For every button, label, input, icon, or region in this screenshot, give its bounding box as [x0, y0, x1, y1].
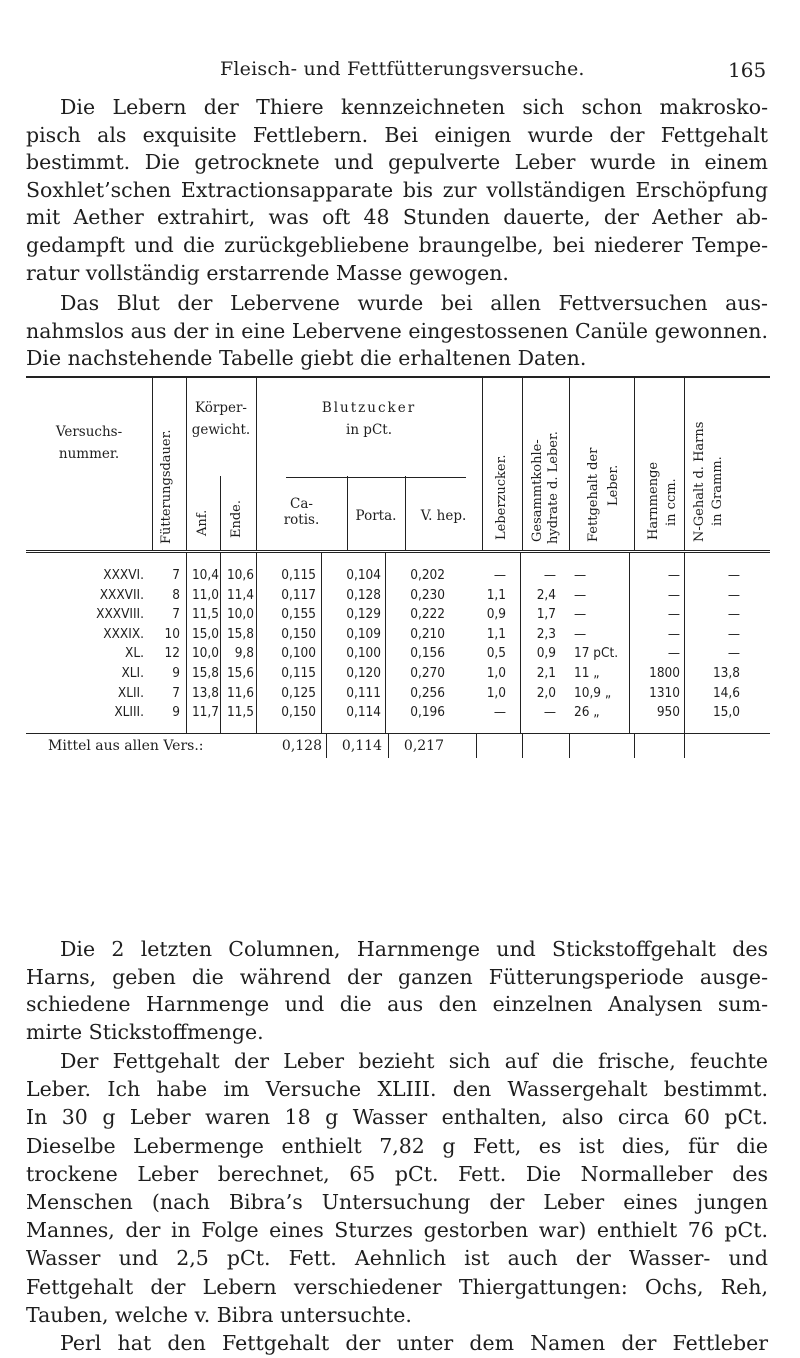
cell-leberzucker: 0,9	[486, 606, 506, 623]
cell-harnmenge: 1800	[649, 665, 680, 681]
header-ende: Ende.	[229, 499, 244, 538]
cell-porta: 0,109	[346, 625, 381, 642]
cell-porta: 0,120	[346, 665, 381, 681]
cell-carotis: 0,150	[281, 704, 316, 721]
cell-porta: 0,128	[346, 586, 381, 603]
cell-leberzucker: —	[493, 567, 506, 583]
cell-ende: 11,5	[226, 704, 254, 721]
mean-label: Mittel aus allen Vers.:	[48, 738, 204, 754]
cell-versuch: XL.	[125, 645, 144, 662]
cell-dauer: 7	[172, 606, 180, 623]
cell-ende: 10,0	[226, 606, 254, 623]
cell-n-gehalt: 15,0	[712, 704, 740, 721]
table-row	[26, 606, 770, 622]
text-line: In 30 g Leber waren 18 g Wasser enthalten, also circa 60 pCt.	[26, 1105, 768, 1130]
text-line: Tauben, welche v. Bibra untersuchte.	[26, 1302, 412, 1327]
cell-leberzucker: 0,5	[486, 645, 506, 662]
cell-anf: 13,8	[191, 684, 219, 701]
cell-fettgehalt: 17 pCt.	[574, 645, 619, 662]
cell-n-gehalt: —	[727, 567, 740, 583]
cell-porta: 0,100	[346, 645, 381, 662]
cell-ende: 10,6	[226, 567, 254, 583]
cell-vhep: 0,230	[410, 586, 445, 603]
cell-vhep: 0,270	[410, 665, 445, 681]
table-row	[26, 645, 770, 661]
text-line: pisch als exquisite Fettlebern. Bei einigen wurde der Fettgehalt	[26, 122, 768, 147]
mean-carotis: 0,128	[281, 738, 322, 754]
cell-dauer: 8	[172, 586, 180, 603]
cell-n-gehalt: —	[727, 606, 740, 623]
header-harnmenge-2: in ccm.	[664, 478, 679, 526]
table-row	[26, 587, 770, 603]
cell-anf: 11,0	[191, 586, 219, 603]
cell-leberzucker: —	[493, 704, 506, 721]
cell-versuch: XLIII.	[114, 704, 144, 721]
cell-versuch: XLI.	[121, 665, 144, 681]
cell-ende: 15,6	[226, 665, 254, 681]
cell-anf: 15,8	[191, 665, 219, 681]
cell-harnmenge: —	[667, 586, 680, 603]
header-fuetterungsdauer: Fütterungsdauer.	[159, 429, 174, 544]
text-line: schiedene Harnmenge und die aus den einzelnen Analysen sum-	[26, 992, 768, 1017]
cell-versuch: XXXVII.	[99, 586, 144, 603]
cell-vhep: 0,202	[410, 567, 445, 583]
paragraph-last-columns	[26, 936, 768, 1046]
text-line: Leber. Ich habe im Versuche XLIII. den Wassergehalt bestimmt.	[26, 1077, 768, 1102]
cell-kohlehydrate: 2,4	[536, 586, 556, 603]
text-line: nahmslos aus der in eine Lebervene eingestossenen Canüle gewonnen.	[26, 318, 768, 343]
cell-fettgehalt: —	[574, 567, 587, 583]
mean-vhep: 0,217	[403, 738, 444, 754]
cell-n-gehalt: 13,8	[712, 665, 740, 681]
cell-leberzucker: 1,0	[486, 684, 506, 701]
text-line: Die nachstehende Tabelle giebt die erhaltenen Daten.	[26, 346, 587, 371]
cell-dauer: 9	[172, 665, 180, 681]
table-row	[26, 704, 770, 720]
cell-leberzucker: 1,1	[486, 625, 506, 642]
cell-n-gehalt: 14,6	[712, 684, 740, 701]
running-header	[0, 58, 800, 88]
cell-carotis: 0,115	[281, 665, 316, 681]
cell-kohlehydrate: 1,7	[536, 606, 556, 623]
text-line: mirte Stickstoffmenge.	[26, 1019, 264, 1044]
header-blutzucker: Blutzucker in pCt.	[321, 400, 417, 438]
header-n-gehalt-2: in Gramm.	[710, 456, 725, 526]
cell-carotis: 0,115	[281, 567, 316, 583]
cell-fettgehalt: 10,9 „	[574, 684, 612, 701]
text-line: Die Lebern der Thiere kennzeichneten sich schon makrosko-	[60, 95, 768, 119]
cell-dauer: 12	[164, 645, 180, 662]
cell-leberzucker: 1,1	[486, 586, 506, 603]
cell-carotis: 0,117	[281, 586, 316, 603]
table-row	[26, 626, 770, 642]
header-gesammtkohlehydrate-2: hydrate d. Leber.	[546, 431, 561, 544]
cell-kohlehydrate: 0,9	[536, 645, 556, 662]
paragraph-liver-description	[26, 94, 768, 287]
cell-anf: 11,5	[191, 606, 219, 623]
cell-carotis: 0,150	[281, 625, 316, 642]
header-versuchs: Versuchs- nummer.	[55, 424, 123, 462]
mean-porta: 0,114	[341, 738, 382, 754]
cell-fettgehalt: 11 „	[574, 665, 600, 681]
text-line: Das Blut der Lebervene wurde bei allen Fettversuchen aus-	[60, 291, 768, 315]
cell-harnmenge: —	[667, 625, 680, 642]
cell-anf: 11,7	[191, 704, 219, 721]
cell-harnmenge: —	[667, 645, 680, 662]
cell-dauer: 9	[172, 704, 180, 721]
header-vhep: V. hep.	[420, 508, 467, 524]
cell-fettgehalt: —	[574, 625, 587, 642]
header-gesammtkohlehydrate-1: Gesammtkohle-	[530, 439, 545, 542]
cell-carotis: 0,155	[281, 606, 316, 623]
table-row	[26, 567, 770, 583]
text-line: Dieselbe Lebermenge enthielt 7,82 g Fett, es ist dies, für die	[26, 1133, 768, 1158]
text-line: Harns, geben die während der ganzen Fütterungsperiode ausge-	[26, 964, 768, 989]
cell-porta: 0,104	[346, 567, 381, 583]
page-number: 165	[728, 58, 767, 82]
cell-porta: 0,129	[346, 606, 381, 623]
cell-vhep: 0,222	[410, 606, 445, 623]
header-anf: Anf.	[195, 509, 210, 536]
cell-kohlehydrate: 2,1	[536, 665, 556, 681]
cell-ende: 15,8	[226, 625, 254, 642]
cell-carotis: 0,125	[281, 684, 316, 701]
text-line: Der Fettgehalt der Leber bezieht sich auf die frische, feuchte	[60, 1049, 768, 1073]
header-porta: Porta.	[355, 508, 397, 524]
paragraph-fat-content	[26, 1048, 768, 1358]
text-line: trockene Leber berechnet, 65 pCt. Fett. Die Normalleber des	[26, 1161, 768, 1186]
text-line: Fettgehalt der Lebern verschiedener Thiergattungen: Ochs, Reh,	[26, 1274, 768, 1299]
cell-n-gehalt: —	[727, 625, 740, 642]
header-n-gehalt-1: N-Gehalt d. Harns	[692, 421, 707, 542]
text-line: Perl hat den Fettgehalt der unter dem Namen der Fettleber	[60, 1330, 768, 1355]
text-line: Die 2 letzten Columnen, Harnmenge und Stickstoffgehalt des	[60, 937, 768, 961]
cell-dauer: 7	[172, 567, 180, 583]
cell-ende: 11,6	[226, 684, 254, 701]
text-line: bestimmt. Die getrocknete und gepulverte Leber wurde in einem	[26, 150, 768, 175]
cell-n-gehalt: —	[727, 586, 740, 603]
cell-leberzucker: 1,0	[486, 665, 506, 681]
cell-anf: 15,0	[191, 625, 219, 642]
cell-versuch: XXXIX.	[103, 625, 144, 642]
header-carotis: Ca- rotis.	[283, 496, 320, 528]
text-line: Soxhlet’schen Extractionsapparate bis zur vollständigen Erschöpfung	[26, 177, 768, 202]
cell-kohlehydrate: —	[543, 567, 556, 583]
cell-fettgehalt: —	[574, 586, 587, 603]
cell-vhep: 0,256	[410, 684, 445, 701]
cell-n-gehalt: —	[727, 645, 740, 662]
table-row	[26, 665, 770, 681]
running-title: Fleisch- und Fettfütterungsversuche.	[220, 58, 585, 80]
text-line: gedampft und die zurückgebliebene braungelbe, bei niederer Tempe-	[26, 232, 768, 257]
cell-vhep: 0,156	[410, 645, 445, 662]
text-line: Mannes, der in Folge eines Sturzes gestorben war) enthielt 76 pCt.	[26, 1218, 768, 1243]
text-line: Menschen (nach Bibra’s Untersuchung der Leber eines jungen	[26, 1189, 768, 1214]
cell-versuch: XXXVI.	[103, 567, 144, 583]
cell-ende: 9,8	[234, 645, 254, 662]
cell-kohlehydrate: —	[543, 704, 556, 721]
text-line: ratur vollständig erstarrende Masse gewogen.	[26, 260, 509, 285]
header-fettgehalt-2: Leber.	[606, 464, 621, 506]
text-line: Wasser und 2,5 pCt. Fett. Aehnlich ist auch der Wasser- und	[26, 1246, 768, 1271]
cell-fettgehalt: —	[574, 606, 587, 623]
cell-porta: 0,111	[346, 684, 381, 701]
cell-kohlehydrate: 2,3	[536, 625, 556, 642]
cell-harnmenge: 1310	[649, 684, 680, 701]
cell-anf: 10,4	[191, 567, 219, 583]
cell-anf: 10,0	[191, 645, 219, 662]
cell-harnmenge: —	[667, 567, 680, 583]
paragraph-blood-sampling	[26, 290, 768, 373]
cell-vhep: 0,210	[410, 625, 445, 642]
cell-porta: 0,114	[346, 704, 381, 721]
header-leberzucker: Leberzucker.	[494, 454, 509, 540]
cell-vhep: 0,196	[410, 704, 445, 721]
data-table	[26, 376, 770, 767]
cell-dauer: 10	[164, 625, 180, 642]
header-koerpergewicht: Körper- gewicht.	[191, 400, 251, 438]
cell-carotis: 0,100	[281, 645, 316, 662]
header-harnmenge-1: Harnmenge	[646, 461, 661, 540]
cell-ende: 11,4	[226, 586, 254, 603]
cell-harnmenge: 950	[656, 704, 680, 721]
table-row	[26, 685, 770, 701]
cell-dauer: 7	[172, 684, 180, 701]
cell-versuch: XLII.	[117, 684, 144, 701]
header-fettgehalt-1: Fettgehalt der	[586, 447, 601, 542]
mean-row	[26, 736, 770, 756]
cell-harnmenge: —	[667, 606, 680, 623]
cell-versuch: XXXVIII.	[96, 606, 144, 623]
cell-kohlehydrate: 2,0	[536, 684, 556, 701]
text-line: mit Aether extrahirt, was oft 48 Stunden dauerte, der Aether ab-	[26, 205, 768, 230]
cell-fettgehalt: 26 „	[574, 704, 600, 721]
